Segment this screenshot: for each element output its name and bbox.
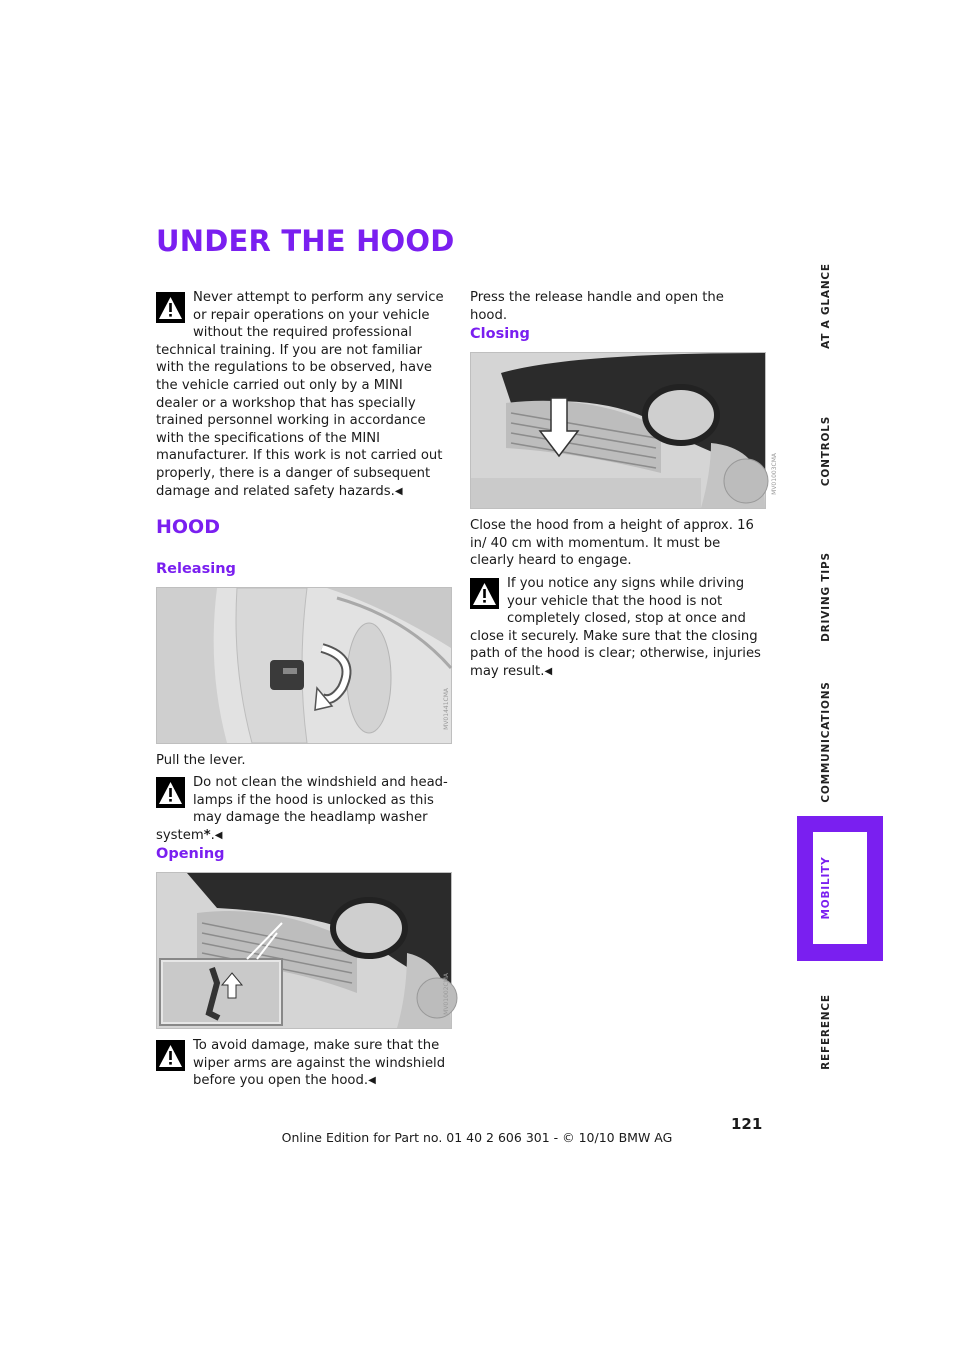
figure-code: MV01003CMA: [771, 453, 778, 495]
warning-windshield: [156, 774, 448, 844]
mobility-tab-highlight: [797, 816, 883, 961]
page-title: UNDER THE HOOD: [156, 224, 455, 258]
subheading-closing: Closing: [470, 326, 530, 342]
footer-edition: Online Edition for Part no. 01 40 2 606 301 - © 10/10 BMW AG: [281, 1130, 673, 1145]
warning-triangle-icon: [156, 777, 185, 808]
warning-suffix: .: [210, 827, 215, 843]
end-mark-icon: ◀: [368, 1075, 376, 1087]
warning-triangle-icon: [470, 578, 499, 609]
end-mark-icon: ◀: [544, 665, 553, 677]
warning-triangle-icon: [156, 1040, 185, 1071]
figure-code: MV01002CMA: [443, 973, 450, 1015]
subheading-opening: Opening: [156, 846, 225, 862]
end-mark-icon: ◀: [394, 485, 403, 497]
releasing-figure: [156, 587, 452, 744]
closing-text: Close the hood from a height of approx. 16 in/ 40 cm with momentum. It must be clearly heard to engage.: [470, 518, 754, 569]
releasing-caption: Pull the lever.: [156, 753, 246, 768]
warning-closing: [470, 575, 762, 681]
warning-wiper-text: To avoid damage, make sure that the wiper arms are against the windshield before you open the hood.: [193, 1038, 446, 1089]
hood-opening-image: [157, 873, 451, 1028]
warning-triangle-icon: [156, 292, 185, 323]
closing-figure: [470, 352, 778, 509]
warning-service: [156, 289, 448, 500]
hood-release-lever-image: [157, 588, 451, 743]
page-number: 121: [731, 1115, 763, 1133]
warning-service-text: Never attempt to perform any service or repair operations on your vehicle without the required professional technical training. If you are not familiar with the regulations to be observed, have the vehicle carried out only by a MINI dealer or a workshop that has specially trained personnel working in accordance with the specifications of the MINI manufacturer. If this work is not carried out properly, there is a danger of subsequent damage and related safety hazards.: [156, 290, 444, 499]
section-heading-hood: HOOD: [156, 516, 220, 538]
figure-code: MV01441CMA: [443, 688, 450, 730]
subheading-releasing: Releasing: [156, 561, 236, 577]
option-star: *: [203, 827, 211, 843]
hood-closing-image: [471, 353, 765, 508]
release-handle-text: Press the release handle and open the hood.: [470, 290, 724, 323]
warning-closing-text: If you notice any signs while driving your vehicle that the hood is not completely closed, stop at once and close it securely. Make sure that the closing path of the hood is clear; otherwise, injuries may result.: [470, 576, 761, 679]
warning-wiper: [156, 1037, 448, 1090]
end-mark-icon: ◀: [214, 829, 223, 841]
warning-windshield-text: Do not clean the windshield and head-lamps if the hood is unlocked as this may damage the headlamp washer system: [156, 775, 448, 843]
opening-figure: [156, 872, 452, 1029]
